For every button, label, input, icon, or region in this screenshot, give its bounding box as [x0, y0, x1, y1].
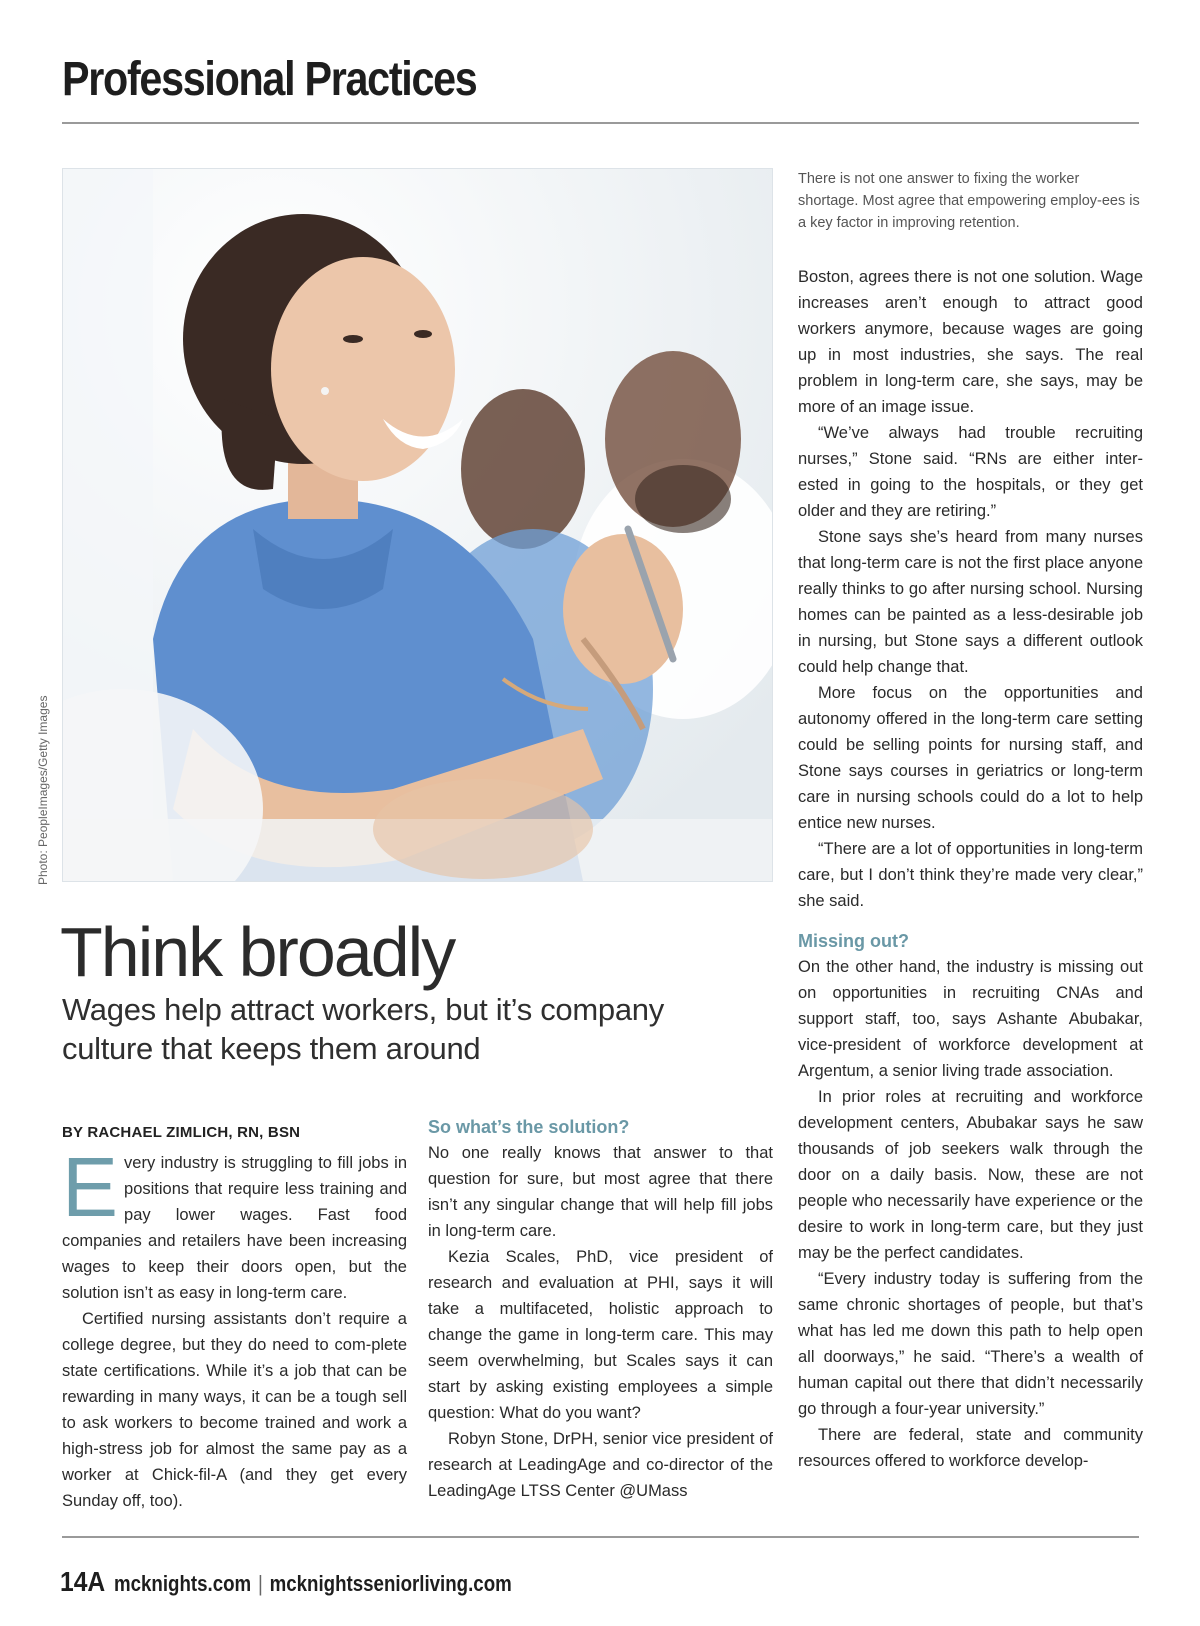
- paragraph: “We’ve always had trouble recruiting nurses,” Stone said. “RNs are either inter-ested in going to the hospitals, or they get older and they are retiring.”: [798, 424, 1143, 520]
- footer-separator: |: [257, 1571, 263, 1596]
- drop-cap: E: [62, 1140, 119, 1234]
- paragraph: very industry is struggling to fill jobs in positions that require less training and pay lower wages. Fast food companies and retailers have been increasing wages to keep their doors open, but the solution isn’t as easy in long-term care.: [62, 1154, 407, 1302]
- article-column-1: [62, 1120, 407, 1514]
- paragraph: No one really knows that answer to that question for sure, but most agree that there isn’t any singular change that will help fill jobs in long-term care.: [428, 1144, 773, 1240]
- article-column-3: [798, 264, 1143, 1474]
- footer-sites: [114, 1571, 512, 1597]
- footer-site-mcknights: mcknights.com: [114, 1571, 252, 1596]
- paragraph: Stone says she’s heard from many nurses that long-term care is not the first place anyone really thinks to go after nursing school. Nursing homes can be painted as a less-desirable job in nursing, but Stone says a different outlook could help change that.: [798, 528, 1143, 676]
- paragraph: There are federal, state and community resources offered to workforce develop-: [798, 1426, 1143, 1470]
- paragraph: “There are a lot of opportunities in long-term care, but I don’t think they’re made very clear,” she said.: [798, 840, 1143, 910]
- article-byline: BY RACHAEL ZIMLICH, RN, BSN: [62, 1124, 301, 1141]
- nurses-photo-illustration: [63, 169, 772, 881]
- article-headline: Think broadly: [60, 913, 455, 991]
- header-rule: [62, 122, 1139, 124]
- page-number: 14A: [60, 1566, 106, 1597]
- paragraph: “Every industry today is suffering from the same chronic shortages of people, but that’s what has led me down this path to help open all doorways,” he said. “There’s a wealth of human capital out there that didn’t necessarily go through a four-year university.”: [798, 1270, 1143, 1418]
- paragraph: Boston, agrees there is not one solution. Wage increases aren’t enough to attract good workers anymore, because wages are going up in most industries, she says. The real problem in long-term care, she says, may be more of an image issue.: [798, 268, 1143, 416]
- article-deck: Wages help attract workers, but it’s company culture that keeps them around: [62, 992, 664, 1066]
- section-title: Professional Practices: [62, 53, 477, 106]
- paragraph: More focus on the opportunities and autonomy offered in the long-term care setting could be selling points for nursing staff, and Stone says courses in geriatrics or long-term care in nursing schools could do a lot to help entice new nurses.: [798, 684, 1143, 832]
- article-photo: [62, 168, 773, 882]
- photo-credit: Photo: PeopleImages/Getty Images: [36, 695, 50, 885]
- paragraph: In prior roles at recruiting and workforce development centers, Abubakar says he saw thousands of job seekers walk through the door on a daily basis. Now, these are not people who necessarily have experience or the desire to work in long-term care, but they just may be the perfect candidates.: [798, 1088, 1143, 1262]
- paragraph: Certified nursing assistants don’t require a college degree, but they do need to com-plete state certifications. While it’s a job that can be rewarding in many ways, it can be a tough sell to ask workers to become trained and work a high-stress job for almost the same pay as a worker at Chick-fil-A (and they get every Sunday off, too).: [62, 1310, 407, 1510]
- subhead-solution: So what’s the solution?: [428, 1117, 630, 1137]
- footer-rule: [62, 1536, 1139, 1538]
- subhead-missing-out: Missing out?: [798, 931, 909, 951]
- paragraph: On the other hand, the industry is missing out on opportunities in recruiting CNAs and support staff, too, says Ashante Abubakar, vice-president of workforce development at Argentum, a senior living trade association.: [798, 958, 1143, 1080]
- paragraph: Kezia Scales, PhD, vice president of research and evaluation at PHI, says it will take a multifaceted, holistic approach to change the game in long-term care. This may seem overwhelming, but Scales says it can start by asking existing employees a simple question: What do you want?: [428, 1248, 773, 1422]
- photo-caption: There is not one answer to fixing the worker shortage. Most agree that empowering employ-ees is a key factor in improving retention.: [798, 171, 1140, 231]
- paragraph: Robyn Stone, DrPH, senior vice president of research at LeadingAge and co-director of the LeadingAge LTSS Center @UMass: [428, 1430, 773, 1500]
- footer-site-senior-living: mcknightsseniorliving.com: [269, 1571, 512, 1596]
- article-column-2: [428, 1114, 773, 1504]
